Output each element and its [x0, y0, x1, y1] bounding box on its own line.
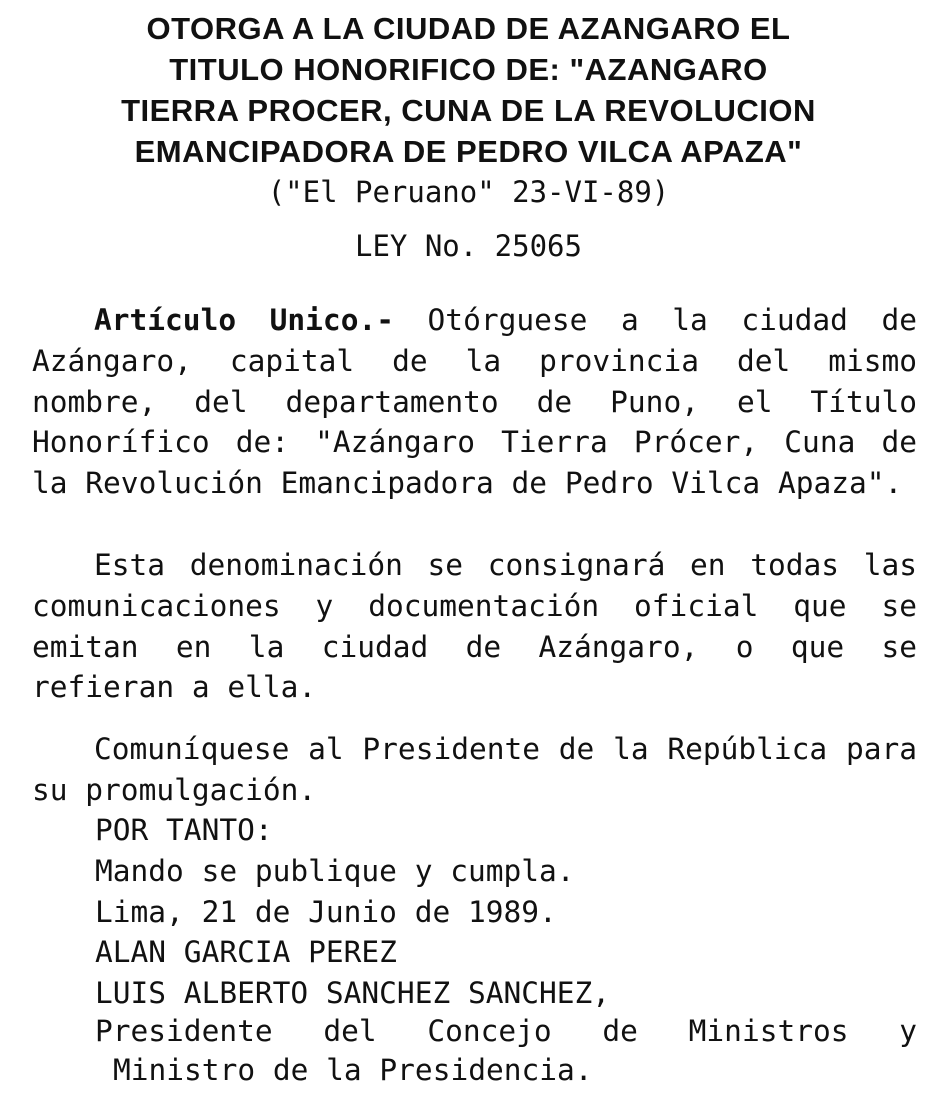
closing-block: [95, 810, 917, 1014]
title-line-4: EMANCIPADORA DE PEDRO VILCA APAZA": [134, 134, 803, 169]
title-line-1: OTORGA A LA CIUDAD DE AZANGARO EL: [146, 11, 791, 46]
communicate-paragraph: Comuníquese al Presidente de la República para su promulgación.: [32, 732, 917, 807]
mando-line: Mando se publique y cumpla.: [95, 853, 575, 888]
minister-title-line-1: Presidente del Concejo de Ministros y: [95, 1014, 917, 1048]
law-number: LEY No. 25065: [355, 229, 582, 263]
title-line-2: TITULO HONORIFICO DE: "AZANGARO: [169, 52, 768, 87]
president-name: ALAN GARCIA PEREZ: [95, 935, 397, 970]
document-title: [0, 8, 937, 212]
place-date: Lima, 21 de Junio de 1989.: [95, 894, 557, 929]
publication-source: ("El Peruano" 23-VI-89): [267, 175, 670, 209]
minister-title-line-2: Ministro de la Presidencia.: [113, 1053, 593, 1087]
title-line-3: TIERRA PROCER, CUNA DE LA REVOLUCION: [121, 93, 816, 128]
denomination-paragraph: Esta denominación se consignará en todas las comunicaciones y documentación oficial que se emitan en la ciudad de Azángaro, o que se refieran a ella.: [32, 548, 917, 705]
article-text: Otórguese a la ciudad de Azángaro, capital de la provincia del mismo nombre, del departamento de Puno, el Título Honorífico de: "Azángaro Tierra Prócer, Cuna de la Revolución Emancipadora de Pedro Vilca Apaza".: [32, 303, 918, 501]
minister-name: LUIS ALBERTO SANCHEZ SANCHEZ,: [95, 976, 611, 1011]
article-heading: Artículo Unico.-: [94, 303, 394, 337]
por-tanto: POR TANTO:: [95, 813, 273, 847]
article-paragraph: [32, 300, 917, 504]
